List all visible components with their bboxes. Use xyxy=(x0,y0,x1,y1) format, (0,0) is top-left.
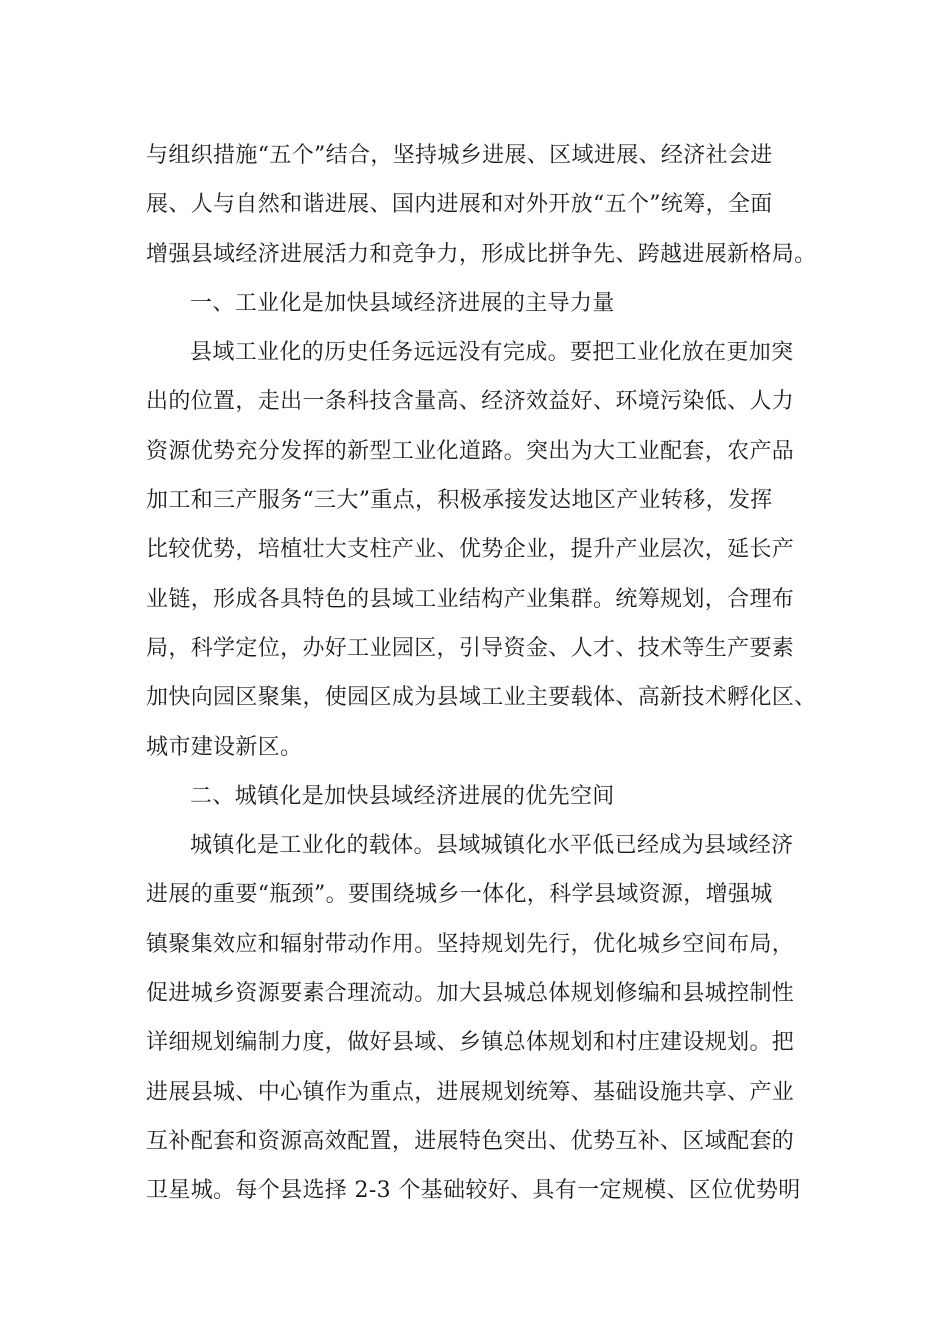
text-line: 互补配套和资源高效配置，进展特色突出、优势互补、区域配套的 xyxy=(146,1128,795,1154)
text-line: 与组织措施“五个”结合，坚持城乡进展、区域进展、经济社会进 xyxy=(146,143,773,168)
text-line: 详细规划编制力度，做好县域、乡镇总体规划和村庄建设规划。把 xyxy=(146,1030,795,1056)
text-line: 加工和三产服务“三大”重点，积极承接发达地区产业转移，发挥 xyxy=(146,488,773,514)
body-text xyxy=(146,131,836,1216)
text-line: 二、城镇化是加快县域经济进展的优先空间 xyxy=(190,783,615,809)
text-line: 镇聚集效应和辐射带动作用。坚持规划先行，优化城乡空间布局， xyxy=(146,931,795,957)
text-line: 增强县域经济进展活力和竞争力，形成比拼争先、跨越进展新格局。 xyxy=(146,241,817,267)
text-line: 出的位置，走出一条科技含量高、经济效益好、环境污染低、人力 xyxy=(146,389,795,415)
text-line: 城镇化是工业化的载体。县域城镇化水平低已经成为县域经济 xyxy=(190,833,794,859)
text-line: 进展县城、中心镇作为重点，进展规划统筹、基础设施共享、产业 xyxy=(146,1079,795,1105)
text-line: 进展的重要“瓶颈”。要围绕城乡一体化，科学县域资源，增强城 xyxy=(146,882,773,908)
text-line: 卫星城。每个县选择 2-3 个基础较好、具有一定规模、区位优势明 xyxy=(146,1178,801,1204)
text-line: 局，科学定位，办好工业园区，引导资金、人才、技术等生产要素 xyxy=(146,635,795,661)
text-line: 城市建设新区。 xyxy=(146,734,303,760)
text-line: 资源优势充分发挥的新型工业化道路。突出为大工业配套，农产品 xyxy=(146,438,795,464)
text-line: 比较优势，培植壮大支柱产业、优势企业，提升产业层次，延长产 xyxy=(146,537,795,563)
text-line: 县域工业化的历史任务远远没有完成。要把工业化放在更加突 xyxy=(190,340,794,366)
text-line: 加快向园区聚集，使园区成为县域工业主要载体、高新技术孵化区、 xyxy=(146,685,817,711)
text-line: 业链，形成各具特色的县域工业结构产业集群。统筹规划，合理布 xyxy=(146,586,795,612)
text-line: 一、工业化是加快县域经济进展的主导力量 xyxy=(190,290,615,316)
text-line: 展、人与自然和谐进展、国内进展和对外开放“五个”统筹，全面 xyxy=(146,192,773,218)
text-line: 促进城乡资源要素合理流动。加大县城总体规划修编和县城控制性 xyxy=(146,981,795,1007)
